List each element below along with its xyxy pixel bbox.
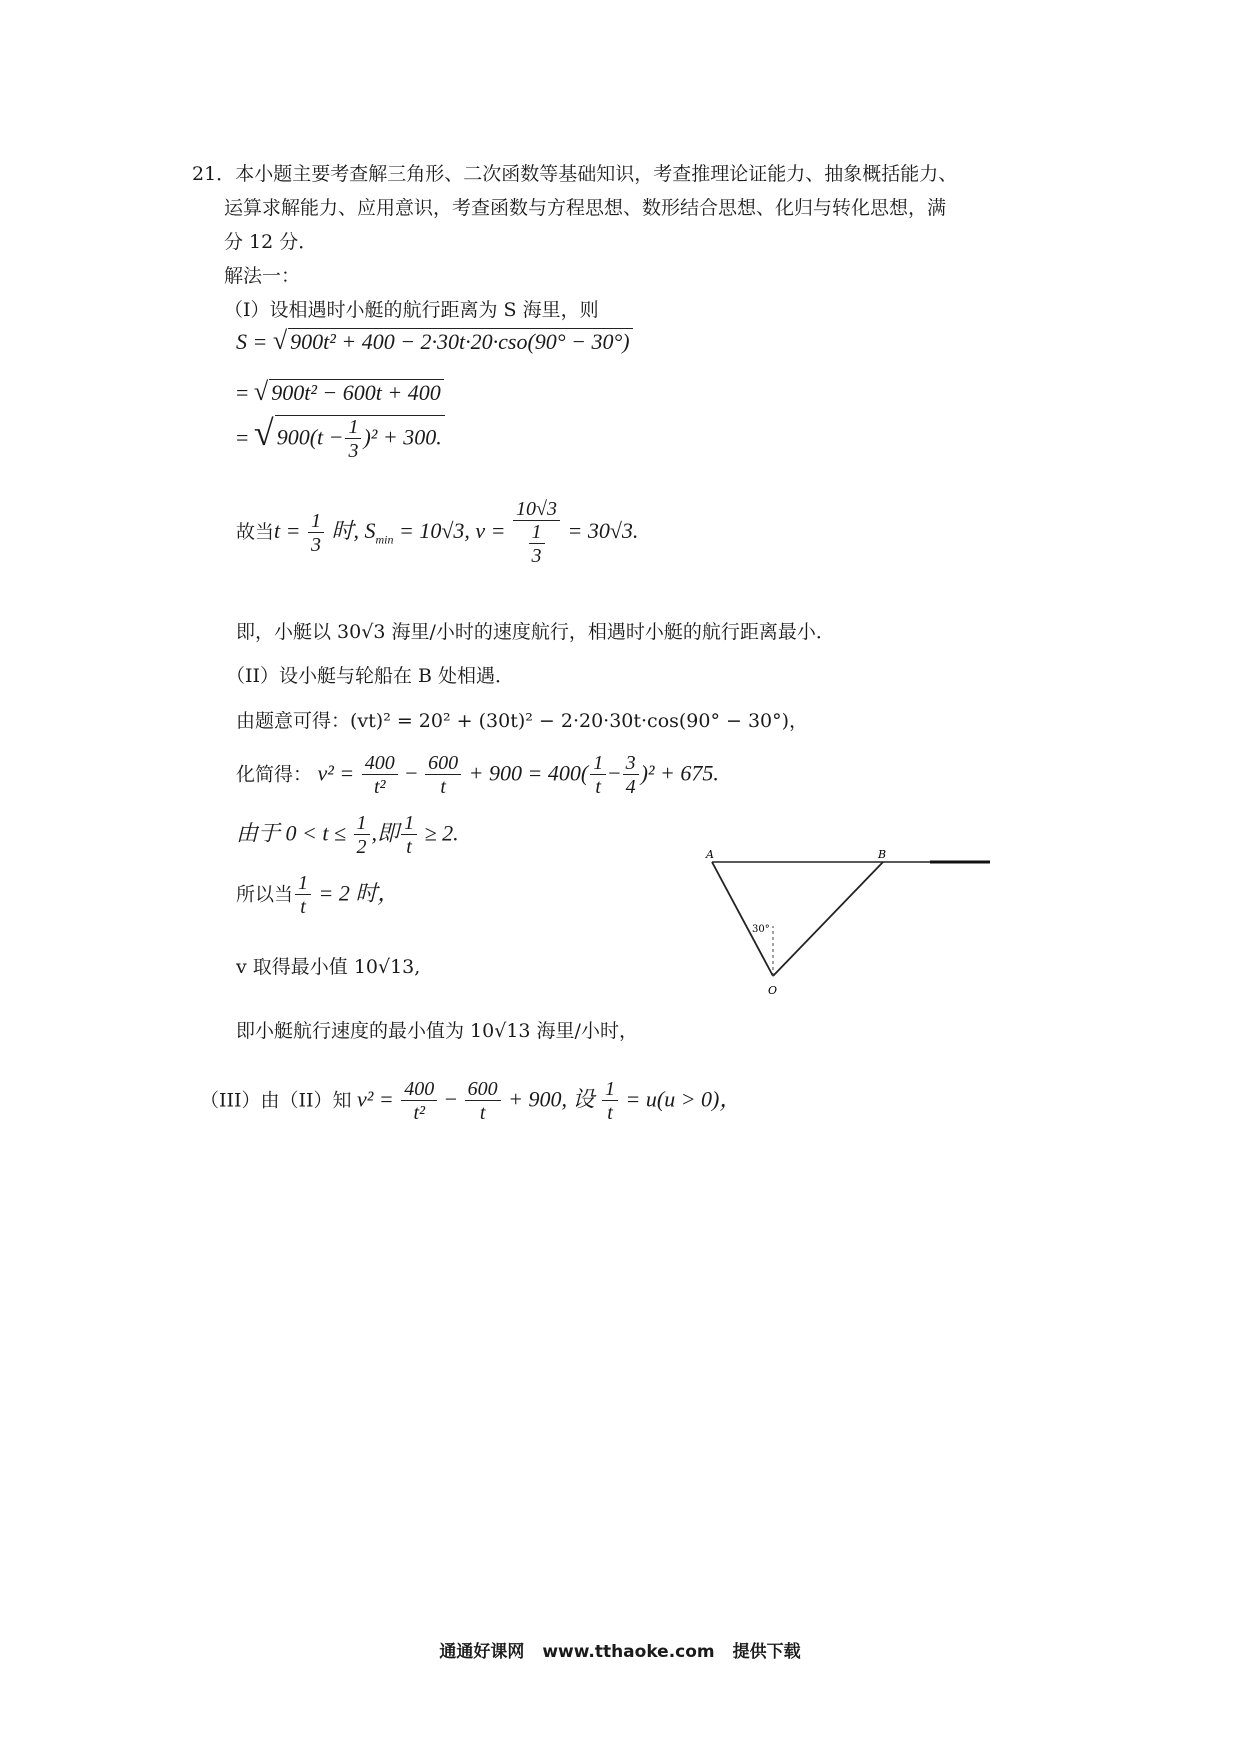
- line-ob: [773, 862, 883, 976]
- label-a: A: [706, 848, 714, 861]
- eq-s-radicand-1: 900t² + 400 − 2·30t·20·cso(90° − 30°): [288, 328, 632, 355]
- part2-result: 即小艇航行速度的最小值为 10√13 海里/小时，: [236, 1020, 638, 1042]
- label-angle: 30°: [752, 924, 770, 935]
- eq-s-radicand-2: 900t² − 600t + 400: [269, 379, 444, 406]
- conclusion-line: 故当t = $\frac{1}{3}$ 时, $S_{min} = 10√3$, v = $\frac{10√3}{\frac{1}{3}}$ = 30√3.: [236, 498, 639, 567]
- intro-line-1: 21．本小题主要考查解三角形、二次函数等基础知识，考查推理论证能力、抽象概括能力、: [192, 163, 958, 185]
- method-label: 解法一：: [224, 265, 301, 287]
- part2-eq3: 由于 0 < t ≤ $\frac{1}{2}$ ,即 $\frac{1}{t}$ ≥ 2.: [236, 812, 459, 858]
- part2-eq5: v 取得最小值 10√13,: [236, 956, 421, 978]
- line-ao: [712, 862, 773, 976]
- intro-line-3: 分 12 分．: [224, 231, 318, 253]
- part1-result: 即，小艇以 30√3 海里/小时的速度航行，相遇时小艇的航行距离最小．: [236, 621, 835, 643]
- part2-eq1: 由题意可得：(vt)² = 20² + (30t)² − 2·20·30t·cos(90° − 30°)，: [236, 710, 809, 732]
- part2-eq4: 所以当 $\frac{1}{t}$ = 2 时，: [236, 872, 400, 918]
- eq-s-line-3: = √ 900(t − $\frac{1}{3}$ )² + 300.: [236, 412, 445, 463]
- problem-number: 21．: [192, 163, 236, 185]
- footer-suffix: 提供下载: [732, 1642, 801, 1662]
- part2-eq2: 化简得： v² = $\frac{400}{\text{t²}}$ − $\frac{600}{t}$ + 900 = 400( $\frac{1}{t}$ − $\frac{3}{4}$ )² + 675.: [236, 752, 719, 798]
- problem-intro: [192, 157, 1062, 327]
- triangle-diagram: [690, 832, 1010, 1002]
- label-b: B: [878, 848, 887, 861]
- part3-line: （III）由（II）知 v² = $\frac{400}{\text{t²}}$ − $\frac{600}{t}$ + 900, 设 $\frac{1}{t}$ = u(u > 0)，: [200, 1078, 742, 1124]
- footer-url[interactable]: www.tthaoke.com: [542, 1642, 715, 1662]
- intro-line-2: 运算求解能力、应用意识，考查函数与方程思想、数形结合思想、化归与转化思想，满: [224, 197, 947, 219]
- page-footer: [0, 1637, 1240, 1662]
- label-o: O: [768, 984, 778, 997]
- part2-label: （II）设小艇与轮船在 B 处相遇．: [226, 665, 515, 687]
- eq-s-line-1: S = √ 900t² + 400 − 2·30t·20·cso(90° − 30°): [236, 326, 633, 356]
- part1-label: （I）设相遇时小艇的航行距离为 S 海里，则: [224, 299, 599, 321]
- eq-s-line-2: = √ 900t² − 600t + 400: [236, 377, 444, 407]
- footer-site-name: 通通好课网: [439, 1642, 525, 1662]
- eq-s-radicand-3: 900(t − $\frac{1}{3}$ )² + 300.: [275, 415, 445, 463]
